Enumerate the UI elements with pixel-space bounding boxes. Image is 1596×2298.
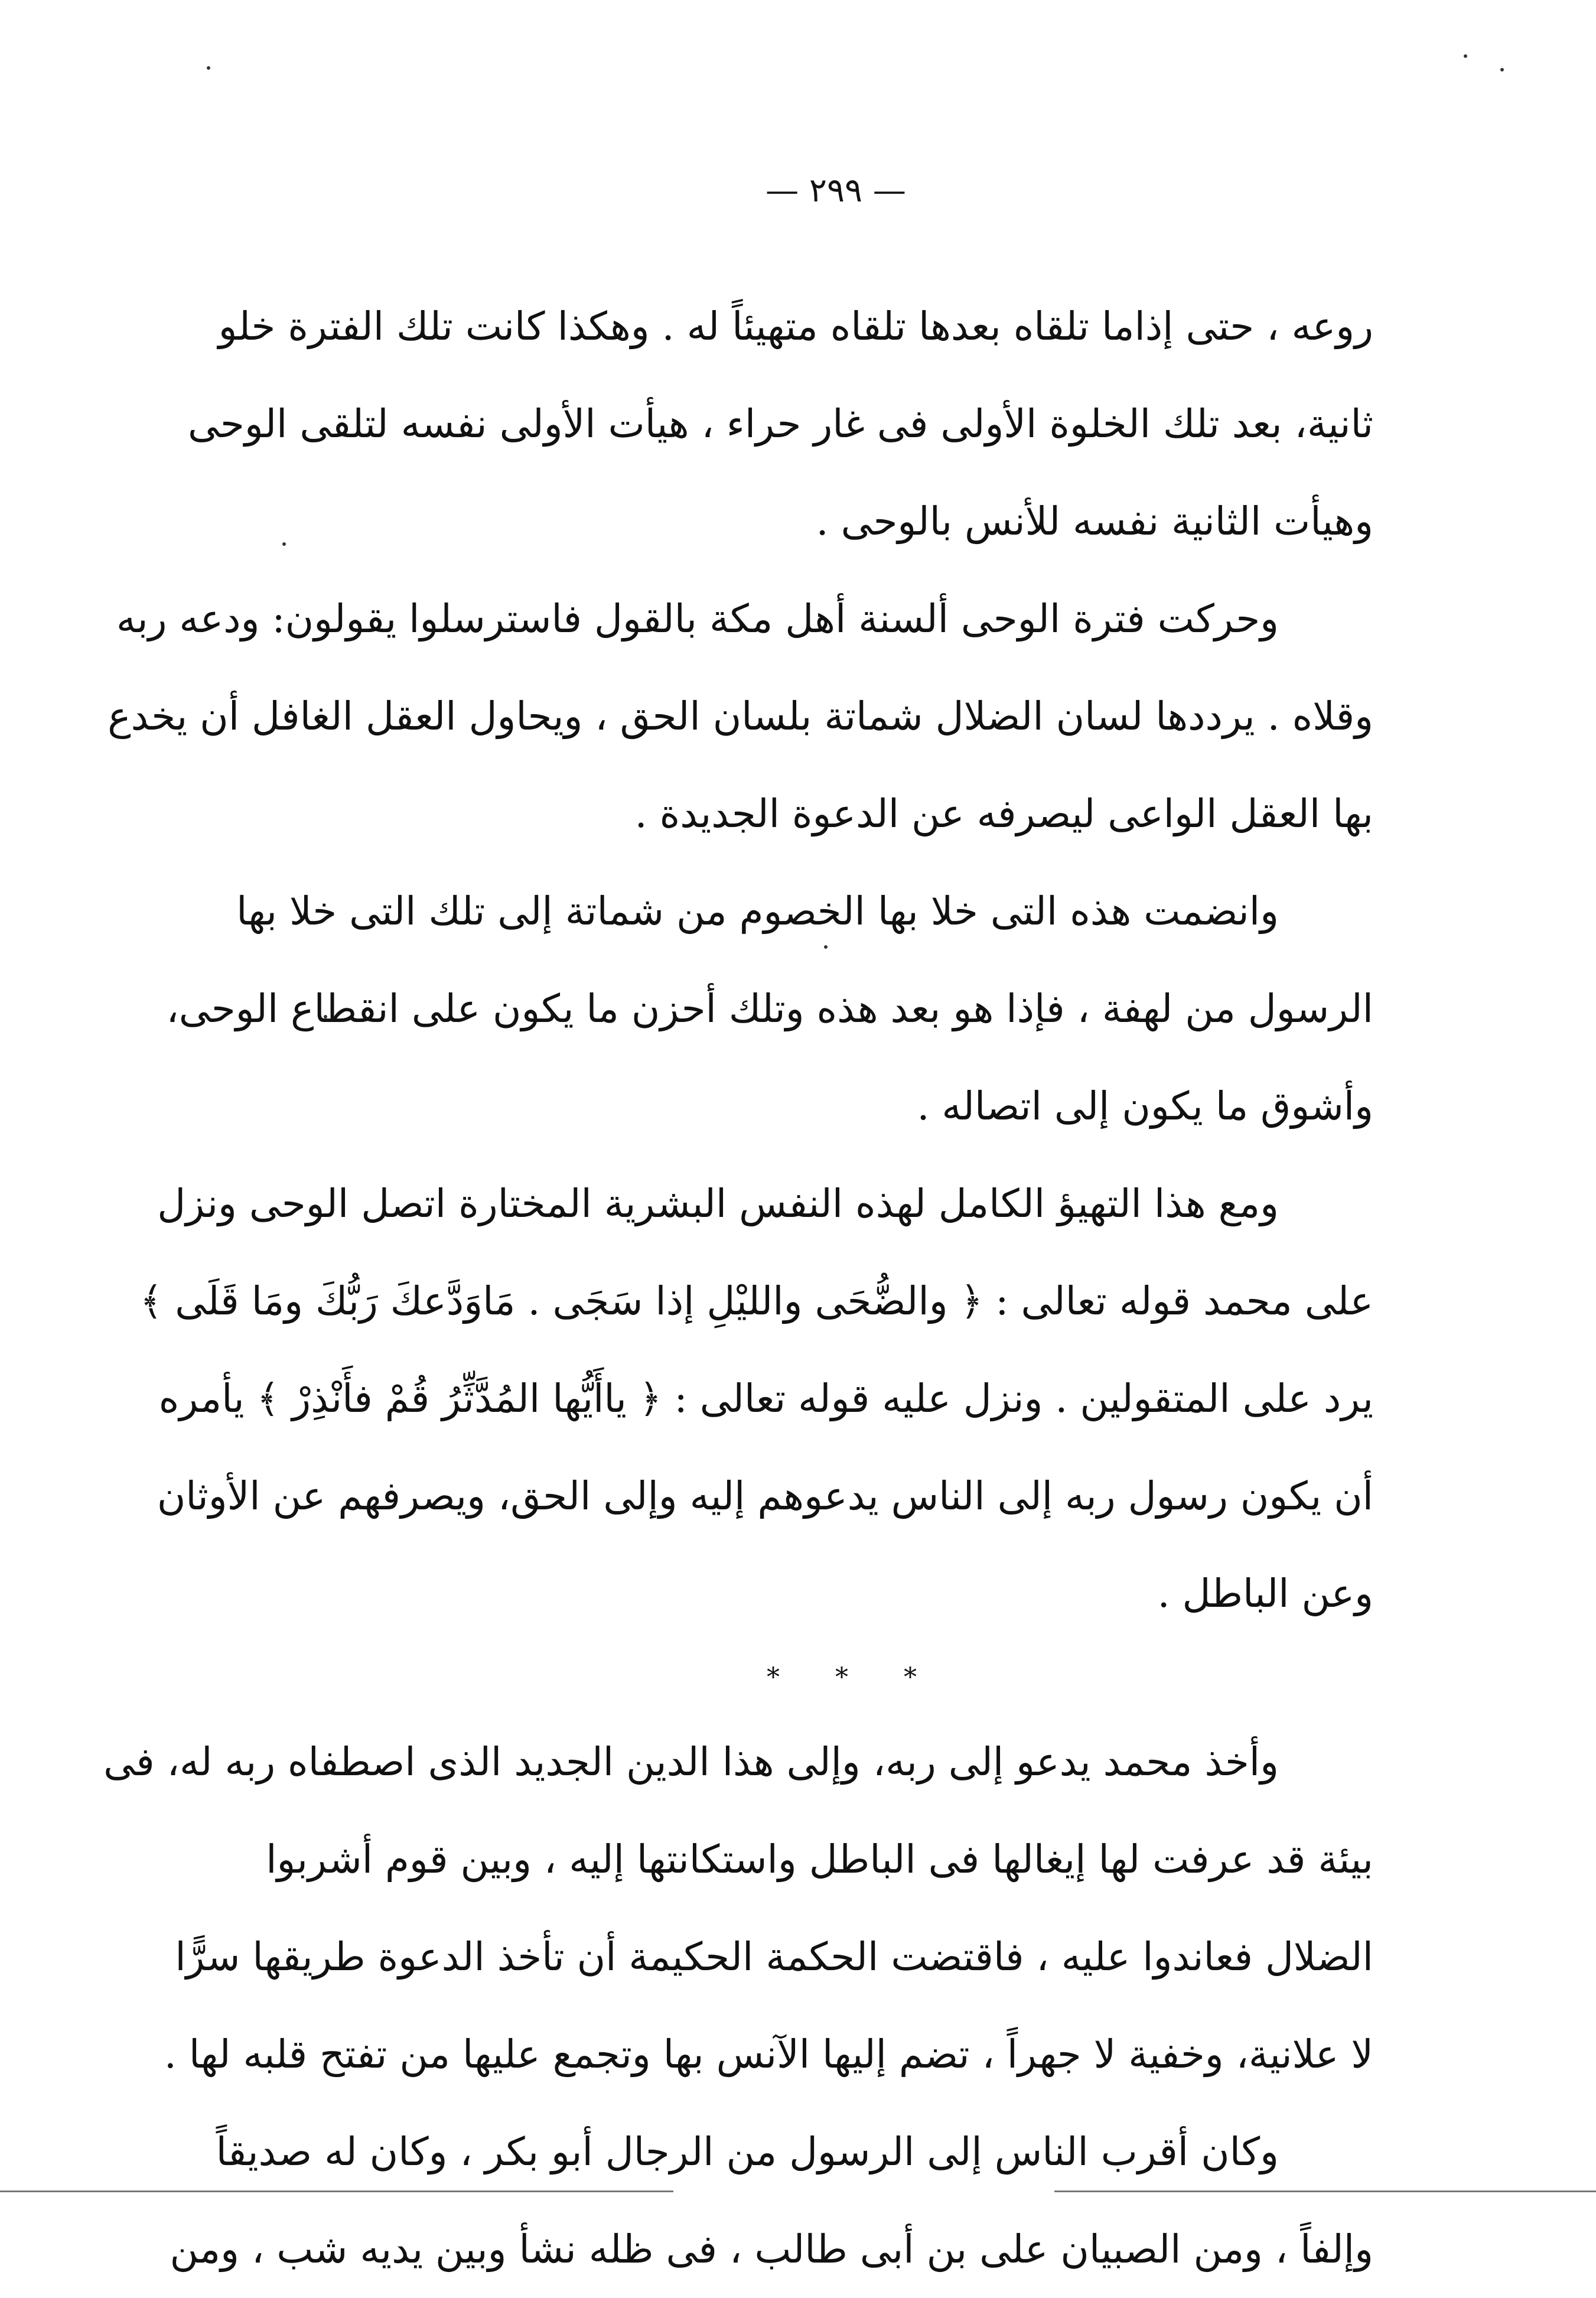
bottom-edge-line (0, 2190, 673, 2192)
paragraph (170, 2103, 1373, 2298)
quran-verse-line: على محمد قوله تعالى : ﴿ والضُّحَى والليْلِ إذا سَجَى . مَاوَدَّعكَ رَبُّكَ ومَا قَلَى ﴾ (139, 1278, 1373, 1324)
scan-speck (1464, 54, 1467, 58)
text-line: ومع هذا التهيؤ الكامل لهذه النفس البشرية المختارة اتصل الوحى ونزل (157, 1181, 1279, 1226)
text-line: لا علانية، وخفية لا جهراً ، تضم إليها الآنس بها وتجمع عليها من تفتح قلبه لها . (164, 2032, 1373, 2077)
text-line: وأشوق ما يكون إلى اتصاله . (917, 1083, 1373, 1129)
paragraph (188, 278, 1373, 570)
text-line: وكان أقرب الناس إلى الرسول من الرجال أبو بكر ، وكان له صديقاً (216, 2129, 1279, 2175)
text-line: وإلفاً ، ومن الصبيان على بن أبى طالب ، فى ظله نشأ وبين يديه شب ، ومن (170, 2227, 1373, 2272)
paragraph (166, 862, 1373, 1155)
bottom-edge-line (1054, 2190, 1596, 2192)
scan-speck (282, 542, 286, 546)
text-line: وقلاه . يرددها لسان الضلال شماتة بلسان الحق ، ويحاول العقل الغافل أن يخدع (108, 694, 1373, 739)
text-line: وحركت فترة الوحى ألسنة أهل مكة بالقول فاسترسلوا يقولون: ودعه ربه (116, 596, 1279, 642)
page-number: — ٢٩٩ — (766, 171, 906, 210)
quran-verse-line: يرد على المتقولين . ونزل عليه قوله تعالى : ﴿ ياأَيُّها المُدَّثِّرُ قُمْ فأَنْذِرْ ﴾ يأمره (158, 1376, 1373, 1421)
text-line: وعن الباطل . (1157, 1571, 1373, 1616)
scan-speck (1500, 68, 1504, 71)
body-text (103, 278, 1373, 2298)
text-line: الضلال فعاندوا عليه ، فاقتضت الحكمة الحكيمة أن تأخذ الدعوة طريقها سرًّا (175, 1934, 1373, 1980)
text-line: وهيأت الثانية نفسه للأنس بالوحى . (816, 499, 1373, 544)
scan-speck (207, 66, 210, 70)
text-line: ثانية، بعد تلك الخلوة الأولى فى غار حراء ، هيأت الأولى نفسه لتلقى الوحى (188, 401, 1373, 447)
text-line: بيئة قد عرفت لها إيغالها فى الباطل واستكانتها إليه ، وبين قوم أشربوا (266, 1837, 1373, 1882)
paragraph (103, 1713, 1373, 2103)
text-line: روعه ، حتى إذاما تلقاه بعدها تلقاه متهيئاً له . وهكذا كانت تلك الفترة خلو (218, 304, 1373, 349)
text-line: وانضمت هذه التى خلا بها الخصوم من شماتة إلى تلك التى خلا بها (236, 888, 1279, 934)
paragraph (108, 570, 1373, 862)
section-separator: * * * (767, 1662, 940, 1692)
text-line: بها العقل الواعى ليصرفه عن الدعوة الجديدة . (634, 791, 1373, 836)
text-line: وأخذ محمد يدعو إلى ربه، وإلى هذا الدين الجديد الذى اصطفاه ربه له، فى (103, 1739, 1279, 1785)
text-line: أن يكون رسول ربه إلى الناس يدعوهم إليه وإلى الحق، ويصرفهم عن الأوثان (157, 1473, 1373, 1519)
paragraph (139, 1155, 1373, 1642)
text-line: الرسول من لهفة ، فإذا هو بعد هذه وتلك أحزن ما يكون على انقطاع الوحى، (166, 986, 1373, 1031)
